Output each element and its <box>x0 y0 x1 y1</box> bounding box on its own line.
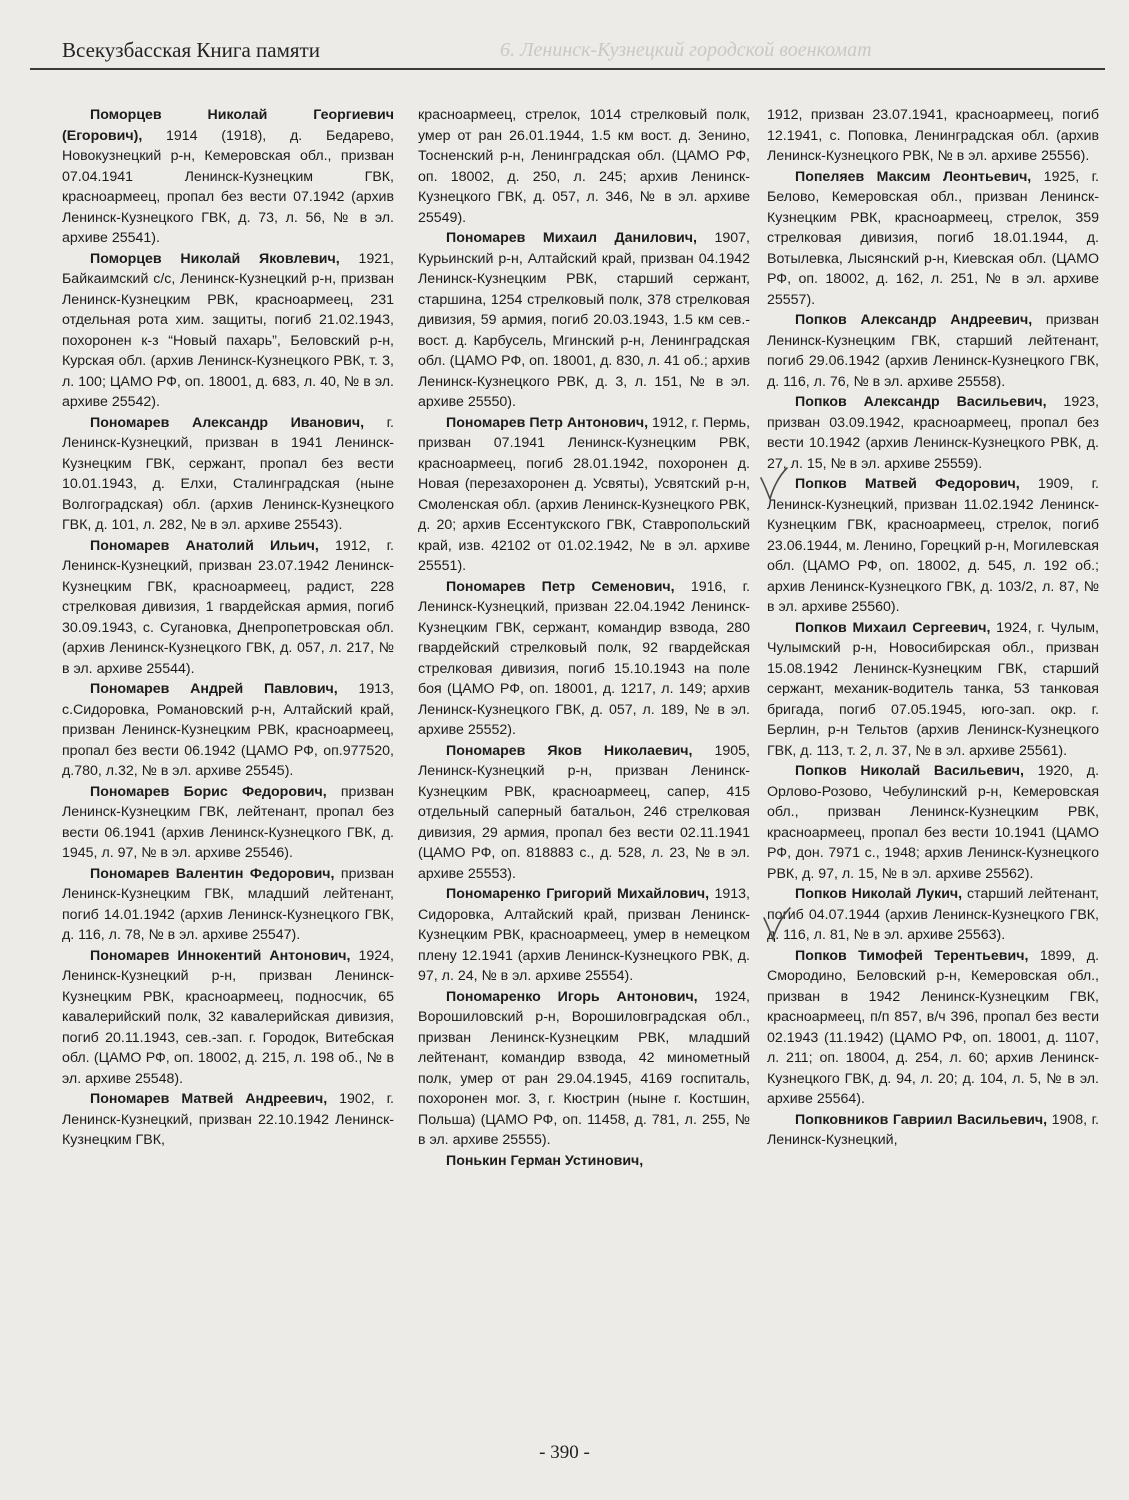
entry-details: 1920, д. Орлово-Розово, Чебулинский р-н, Кемеровская обл., призван Ленинск-Кузнецким РВК, красноармеец, пропал без вести 10.1941 (ЦАМО РФ, дон. 7971 с., 1948; архив Ленинск-Кузнецкого РВК, д. 97, л. 15, № в эл. архиве 25562). <box>767 763 1099 882</box>
handwritten-check-mark-icon <box>759 466 789 502</box>
memorial-entry <box>418 105 750 228</box>
person-name: Понькин Герман Устинович, <box>446 1152 644 1169</box>
text-column-1 <box>62 105 394 1435</box>
person-name: Попковников Гавриил Васильевич, <box>795 1111 1048 1128</box>
memorial-entry <box>418 413 750 577</box>
memorial-entry <box>418 1151 750 1172</box>
entry-details: 1912, г. Пермь, призван 07.1941 Ленинск-Кузнецким РВК, красноармеец, погиб 28.01.1942, похоронен д. Новая (перезахоронен д. Усвяты), Усвятский р-н, Смоленская обл. (архив Ленинск-Кузнецкого РВК, д. 20; архив Ессентукского ГВК, Ставропольский край, изв. 42102 от 01.02.1942, № в эл. архиве 25551). <box>418 414 750 574</box>
person-name: Попков Николай Лукич, <box>795 886 963 902</box>
entry-details: старший лейтенант, погиб 04.07.1944 (архив Ленинск-Кузнецкого ГВК, д. 116, л. 81, № в эл. архиве 25563). <box>767 886 1099 943</box>
entry-details: призван Ленинск-Кузнецким ГВК, старший лейтенант, погиб 29.06.1942 (архив Ленинск-Кузнецкого ГВК, д. 116, л. 76, № в эл. архиве 25558). <box>767 312 1099 390</box>
person-name: Поморцев Николай Яковлевич, <box>90 250 340 267</box>
memorial-entry <box>767 392 1099 474</box>
person-name: Пономарев Андрей Павлович, <box>90 681 338 697</box>
person-name: Пономаренко Игорь Антонович, <box>446 988 698 1005</box>
memorial-entry <box>62 864 394 946</box>
memorial-entry <box>418 987 750 1151</box>
memorial-entry <box>767 167 1099 311</box>
book-title: Всекузбасская Книга памяти <box>62 38 320 62</box>
memorial-entry <box>418 741 750 885</box>
person-name: Пономарев Михаил Данилович, <box>446 230 697 246</box>
entry-details: 1923, призван 03.09.1942, красноармеец, пропал без вести 10.1942 (архив Ленинск-Кузнецкого РВК, д. 27, л. 15, № в эл. архиве 25559). <box>767 394 1099 472</box>
person-name: Пономаренко Григорий Михайлович, <box>446 886 710 902</box>
entry-details: 1925, г. Белово, Кемеровская обл., призван Ленинск-Кузнецким РВК, красноармеец, стрелок, 359 стрелковая дивизия, погиб 18.01.1944, д. Вотылевка, Лысянский р-н, Киевская обл. (ЦАМО РФ, оп. 18002, д. 162, л. 251, № в эл. архиве 25557). <box>767 168 1099 308</box>
entry-details: 1909, г. Ленинск-Кузнецкий, призван 11.02.1942 Ленинск-Кузнецким ГВК, красноармеец, стрелок, погиб 23.06.1944, м. Ленино, Горецкий р-н, Могилевская обл. (ЦАМО РФ, оп. 18002, д. 545, л. 192 об.; архив Ленинск-Кузнецкого ГВК, д. 103/2, л. 87, № в эл. архиве 25560). <box>767 476 1099 615</box>
person-name: Пономарев Александр Иванович, <box>90 414 365 431</box>
entry-details: 1914 (1918), д. Бедарево, Новокузнецкий р-н, Кемеровская обл., призван 07.04.1941 Ленинск-Кузнецким ГВК, красноармеец, пропал без вести 07.1942 (архив Ленинск-Кузнецкого ГВК, д. 73, л. 56, № в эл. архиве 25541). <box>62 127 394 246</box>
person-name: Поморцев Николай Георгиевич (Егорович), <box>62 107 394 144</box>
memorial-entry <box>767 884 1099 946</box>
memorial-entry <box>767 1110 1099 1151</box>
person-name: Попков Александр Васильевич, <box>795 394 1047 410</box>
memorial-entry <box>767 618 1099 762</box>
entry-details: 1902, г. Ленинск-Кузнецкий, призван 22.10.1942 Ленинск-Кузнецким ГВК, <box>62 1091 394 1148</box>
entry-details: 1913, с.Сидоровка, Романовский р-н, Алтайский край, призван Ленинск-Кузнецким РВК, красноармеец, пропал без вести 06.1942 (ЦАМО РФ, оп.977520, д.780, л.32, № в эл. архиве 25545). <box>62 681 394 779</box>
memorial-entry <box>767 946 1099 1110</box>
person-name: Пономарев Анатолий Ильич, <box>90 537 319 554</box>
memorial-entry <box>767 474 1099 618</box>
page-number: - 390 - <box>539 1442 590 1463</box>
entry-details: 1899, д. Смородино, Беловский р-н, Кемеровская обл., призван в 1942 Ленинск-Кузнецким ГВК, красноармеец, п/п 857, в/ч 396, пропал без вести 02.1943 (11.1942) (ЦАМО РФ, оп. 18001, д. 1107, л. 211; оп. 18004, д. 254, л. 60; архив Ленинск-Кузнецкого ГВК, д. 94, л. 20; д. 104, л. 5, № в эл. архиве 25564). <box>767 947 1099 1107</box>
memorial-entry <box>767 105 1099 167</box>
entry-details: призван Ленинск-Кузнецким ГВК, лейтенант, пропал без вести 06.1941 (архив Ленинск-Кузнецкого ГВК, д. 1945, л. 97, № в эл. архиве 25546). <box>62 783 394 861</box>
entry-details: 1924, Ленинск-Кузнецкий р-н, призван Ленинск-Кузнецким РВК, красноармеец, подносчик, 65 кавалерийский полк, 32 кавалерийская дивизия, погиб 20.11.1943, сев.-зап. г. Городок, Витебская обл. (ЦАМО РФ, оп. 18002, д. 215, л. 198 об., № в эл. архиве 25548). <box>62 947 394 1087</box>
entry-details: 1924, Ворошиловский р-н, Ворошиловградская обл., призван Ленинск-Кузнецким РВК, младший лейтенант, командир взвода, 42 минометный полк, умер от ран 29.04.1945, 4169 госпиталь, похоронен мог. 3, г. Кюстрин (ныне г. Костшин, Польша) (ЦАМО РФ, оп. 11458, д. 781, л. 255, № в эл. архиве 25555). <box>418 988 750 1148</box>
memorial-entry <box>767 310 1099 392</box>
person-name: Пономарев Яков Николаевич, <box>446 742 693 759</box>
person-name: Пономарев Борис Федорович, <box>90 783 327 800</box>
entry-details: 1921, Байкаимский с/с, Ленинск-Кузнецкий р-н, призван Ленинск-Кузнецким РВК, красноармеец, 231 отдельная рота хим. защиты, погиб 21.02.1943, похоронен к-з “Новый пахарь”, Беловский р-н, Курская обл. (архив Ленинск-Кузнецкого РВК, т. 3, л. 100; ЦАМО РФ, оп. 18001, д. 683, л. 40, № в эл. архиве 25542). <box>62 250 394 410</box>
person-name: Пономарев Петр Семенович, <box>446 578 675 595</box>
memorial-entry <box>418 884 750 987</box>
person-name: Попков Михаил Сергеевич, <box>795 619 991 636</box>
text-column-3 <box>767 105 1099 1435</box>
section-title: 6. Ленинск-Кузнецкий городской военкомат <box>500 39 872 61</box>
running-header <box>30 32 1105 70</box>
memorial-entry <box>62 249 394 413</box>
text-column-2 <box>418 105 750 1435</box>
person-name: Попков Тимофей Терентьевич, <box>795 947 1029 964</box>
memorial-entry <box>767 761 1099 884</box>
person-name: Попков Николай Васильевич, <box>795 763 1024 779</box>
person-name: Попков Александр Андреевич, <box>795 312 1033 328</box>
entry-details: 1907, Курьинский р-н, Алтайский край, призван 04.1942 Ленинск-Кузнецким РВК, старший сержант, старшина, 1254 стрелковый полк, 378 стрелковая дивизия, 59 армия, погиб 20.03.1943, 1.5 км сев.-вост. д. Карбусель, Мгинский р-н, Ленинградская обл. (ЦАМО РФ, оп. 18001, д. 830, л. 41 об.; архив Ленинск-Кузнецкого РВК, д. 3, л. 151, № в эл. архиве 25550). <box>418 230 750 410</box>
memorial-entry <box>418 577 750 741</box>
person-name: Попков Матвей Федорович, <box>795 476 1020 492</box>
person-name: Попеляев Максим Леонтьевич, <box>795 168 1032 185</box>
entry-details: 1924, г. Чулым, Чулымский р-н, Новосибирская обл., призван 15.08.1942 Ленинск-Кузнецким ГВК, старший сержант, механик-водитель танка, 53 танковая бригада, погиб 07.05.1945, юго-зап. окр. г. Берлин, р-н Тельтов (архив Ленинск-Кузнецкого ГВК, д. 113, т. 2, л. 37, № в эл. архиве 25561). <box>767 619 1099 759</box>
entry-details: 1913, Сидоровка, Алтайский край, призван Ленинск-Кузнецким РВК, красноармеец, умер в немецком плену 12.1941 (архив Ленинск-Кузнецкого РВК, д. 97, л. 24, № в эл. архиве 25554). <box>418 886 750 984</box>
person-name: Пономарев Петр Антонович, <box>446 414 649 431</box>
memorial-entry <box>62 105 394 249</box>
memorial-entry <box>418 228 750 413</box>
person-name: Пономарев Матвей Андреевич, <box>90 1091 328 1107</box>
entry-details: 1916, г. Ленинск-Кузнецкий, призван 22.04.1942 Ленинск-Кузнецким ГВК, сержант, командир взвода, 280 гвардейский стрелковый полк, 92 гвардейская стрелковая дивизия, погиб 15.10.1943 на поле боя (ЦАМО РФ, оп. 18001, д. 1217, л. 149; архив Ленинск-Кузнецкого ГВК, д. 057, л. 189, № в эл. архиве 25552). <box>418 578 750 738</box>
handwritten-check-mark-icon <box>762 906 792 942</box>
entry-details: призван Ленинск-Кузнецким ГВК, младший лейтенант, погиб 14.01.1942 (архив Ленинск-Кузнецкого ГВК, д. 116, л. 78, № в эл. архиве 25547). <box>62 865 394 943</box>
memorial-entry <box>62 679 394 782</box>
entry-details: 1908, г. Ленинск-Кузнецкий, <box>767 1111 1099 1148</box>
entry-details: 1912, призван 23.07.1941, красноармеец, погиб 12.1941, с. Поповка, Ленинградская обл. (архив Ленинск-Кузнецкого РВК, № в эл. архиве 25556). <box>767 107 1099 164</box>
entry-details: г. Ленинск-Кузнецкий, призван в 1941 Ленинск-Кузнецким ГВК, сержант, пропал без вести 10.01.1943, д. Елхи, Сталинградская (ныне Волгоградская) обл. (архив Ленинск-Кузнецкого ГВК, д. 101, л. 282, № в эл. архиве 25543). <box>62 414 394 533</box>
person-name: Пономарев Валентин Федорович, <box>90 865 335 882</box>
memorial-entry <box>62 536 394 680</box>
entry-details: 1912, г. Ленинск-Кузнецкий, призван 23.07.1942 Ленинск-Кузнецким ГВК, красноармеец, радист, 228 стрелковая дивизия, 1 гвардейская армия, погиб 30.09.1943, с. Сугановка, Днепропетровская обл. (архив Ленинск-Кузнецкого ГВК, д. 057, л. 217, № в эл. архиве 25544). <box>62 537 394 677</box>
entry-details: красноармеец, стрелок, 1014 стрелковый полк, умер от ран 26.01.1944, 1.5 км вост. д. Зенино, Тосненский р-н, Ленинградская обл. (ЦАМО РФ, оп. 18002, д. 250, л. 245; архив Ленинск-Кузнецкого ГВК, д. 057, л. 346, № в эл. архиве 25549). <box>418 107 750 226</box>
entry-details: 1905, Ленинск-Кузнецкий р-н, призван Ленинск-Кузнецким РВК, красноармеец, сапер, 415 отдельный саперный батальон, 246 стрелковая дивизия, 29 армия, пропал без вести 02.11.1941 (ЦАМО РФ, оп. 818883 с., д. 528, л. 23, № в эл. архиве 25553). <box>418 742 750 882</box>
memorial-entry <box>62 782 394 864</box>
person-name: Пономарев Иннокентий Антонович, <box>90 947 351 964</box>
memorial-entry <box>62 413 394 536</box>
memorial-entry <box>62 1089 394 1151</box>
memorial-entry <box>62 946 394 1090</box>
